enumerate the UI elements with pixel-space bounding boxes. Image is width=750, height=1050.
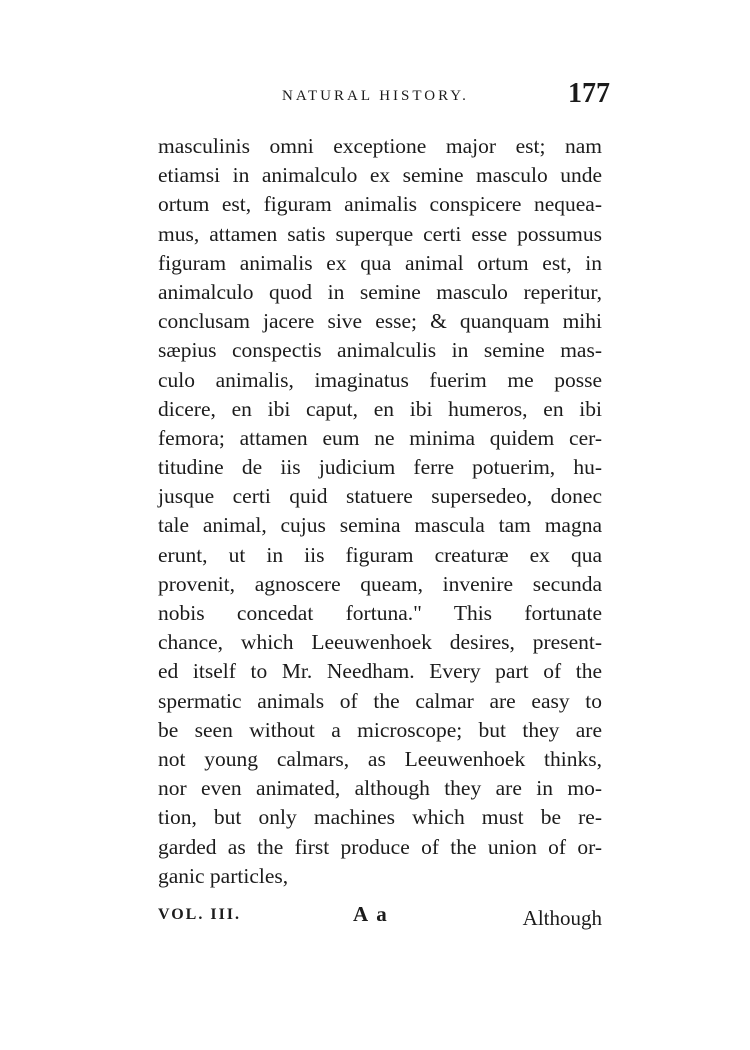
text-line: sæpius conspectis animalculis in semine mas- — [158, 338, 602, 363]
text-line: chance, which Leeuwenhoek desires, present- — [158, 630, 602, 655]
text-line: ed itself to Mr. Needham. Every part of the — [158, 659, 602, 684]
text-line: mus, attamen satis superque certi esse possumus — [158, 221, 602, 246]
text-line: ortum est, figuram animalis conspicere nequea- — [158, 192, 602, 217]
text-line: provenit, agnoscere queam, invenire secunda — [158, 571, 602, 596]
text-line: garded as the first produce of the union of or- — [158, 834, 602, 859]
volume-signature: VOL. III. — [158, 906, 242, 923]
text-line: ganic particles, — [158, 863, 289, 888]
text-line: tale animal, cujus semina mascula tam magna — [158, 513, 602, 538]
text-line: etiamsi in animalculo ex semine masculo unde — [158, 163, 602, 188]
text-line: titudine de iis judicium ferre potuerim, hu- — [158, 455, 602, 480]
text-line: tion, but only machines which must be re- — [158, 805, 602, 830]
text-line: jusque certi quid statuere supersedeo, donec — [158, 484, 602, 509]
page-number: 177 — [568, 78, 610, 109]
text-line: erunt, ut in iis figuram creaturæ ex qua — [158, 542, 602, 567]
gathering-mark: A a — [353, 902, 389, 926]
text-line: dicere, en ibi caput, en ibi humeros, en ibi — [158, 396, 602, 421]
text-line: animalculo quod in semine masculo reperitur, — [158, 279, 602, 304]
text-line: figuram animalis ex qua animal ortum est, in — [158, 250, 602, 275]
text-line: masculinis omni exceptione major est; nam — [158, 134, 602, 158]
page-footer — [158, 900, 602, 936]
text-line: not young calmars, as Leeuwenhoek thinks, — [158, 746, 602, 771]
text-line: culo animalis, imaginatus fuerim me posse — [158, 367, 602, 392]
text-line: nor even animated, although they are in mo- — [158, 776, 602, 801]
running-head: NATURAL HISTORY. — [282, 88, 469, 104]
text-line: conclusam jacere sive esse; & quanquam mihi — [158, 309, 602, 334]
text-line: spermatic animals of the calmar are easy to — [158, 688, 602, 713]
body-text — [158, 132, 602, 891]
text-line: nobis concedat fortuna." This fortunate — [158, 601, 602, 625]
text-line: be seen without a microscope; but they are — [158, 717, 602, 742]
text-line: femora; attamen eum ne minima quidem cer- — [158, 425, 602, 450]
catchword: Although — [522, 906, 602, 930]
